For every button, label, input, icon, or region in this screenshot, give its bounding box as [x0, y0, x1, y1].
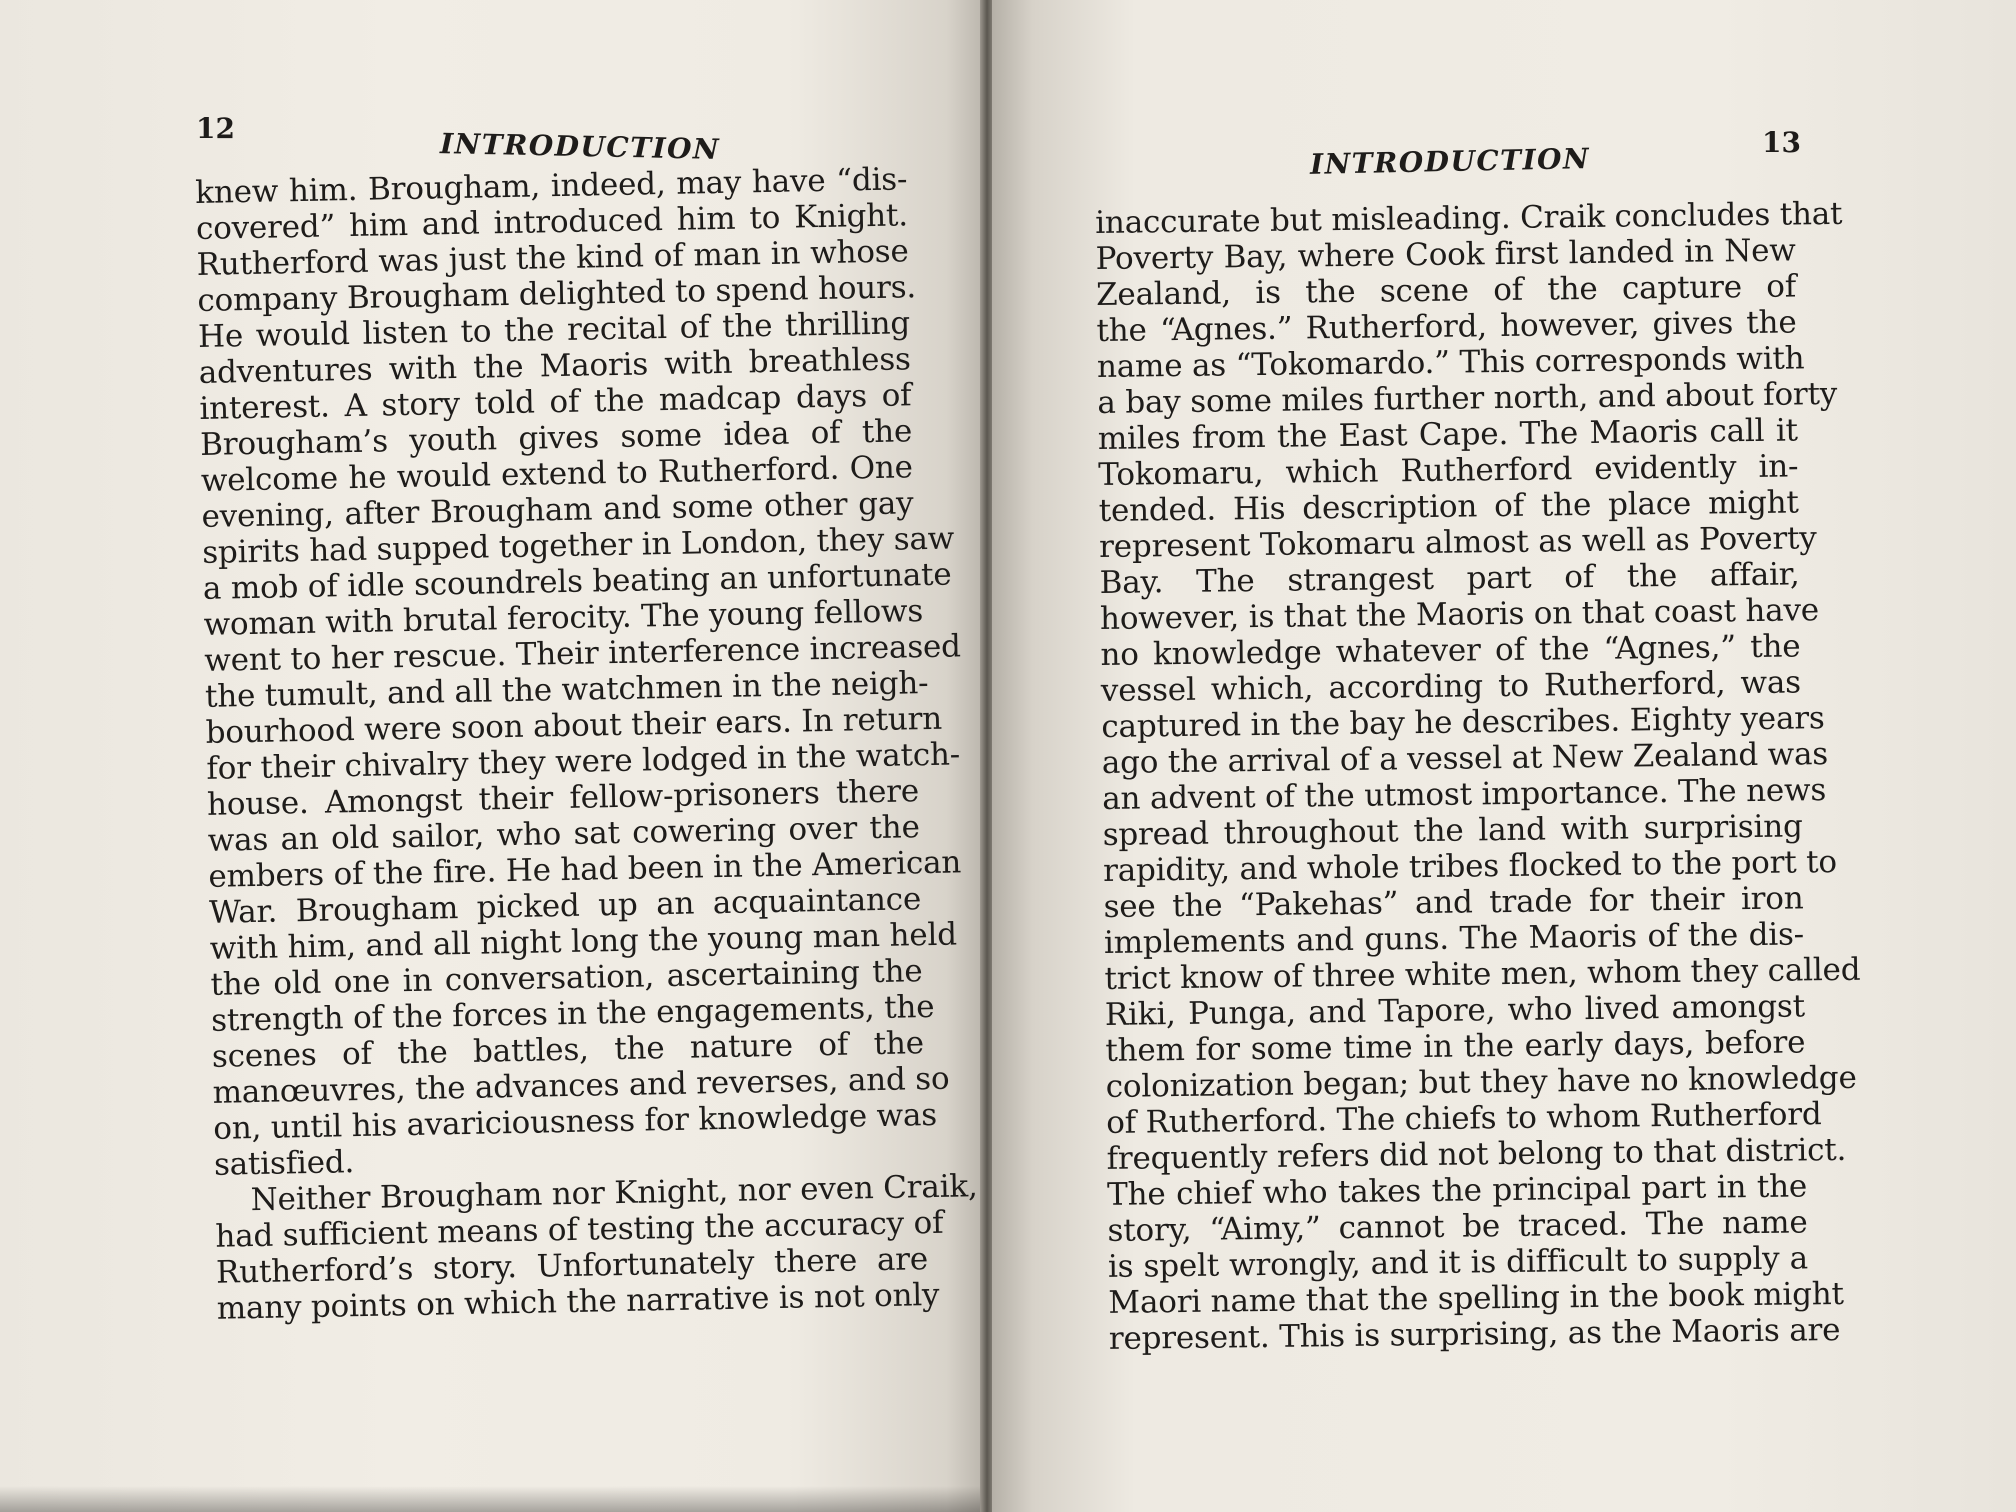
- text-line: embers of the fire. He had been in the American: [208, 844, 962, 895]
- text-line: Poverty Bay, where Cook first landed in New: [1095, 232, 1796, 277]
- text-line: was an old sailor, who sat cowering over the: [207, 809, 920, 859]
- text-line: the “Agnes.” Rutherford, however, gives the: [1096, 304, 1797, 349]
- text-line: the tumult, and all the watchmen in the neigh-: [204, 665, 929, 715]
- text-line: inaccurate but misleading. Craik concludes that: [1095, 195, 1843, 241]
- text-line: on, until his avariciousness for knowledge was: [212, 1096, 938, 1147]
- text-line: adventures with the Maoris with breathless: [198, 341, 912, 391]
- text-line: no knowledge whatever of the “Agnes,” the: [1100, 628, 1801, 673]
- text-line: company Brougham delighted to spend hours.: [197, 269, 917, 319]
- text-line: Maori name that the spelling in the book might: [1108, 1275, 1844, 1321]
- text-line: manœuvres, the advances and reverses, and so: [212, 1060, 950, 1111]
- text-line: evening, after Brougham and some other gay: [201, 485, 914, 535]
- text-line: vessel which, according to Rutherford, was: [1100, 664, 1802, 709]
- text-line: miles from the East Cape. The Maoris call it: [1097, 412, 1799, 457]
- text-line: Brougham’s youth gives some idea of the: [199, 413, 913, 463]
- text-line: strength of the forces in the engagements, the: [210, 988, 935, 1039]
- text-line: satisfied.: [213, 1144, 355, 1183]
- text-line: implements and guns. The Maoris of the dis-: [1103, 916, 1805, 961]
- running-head-right: INTRODUCTION: [1309, 142, 1591, 181]
- text-line: bourhood were soon about their ears. In return: [205, 700, 943, 751]
- text-line: Riki, Punga, and Tapore, who lived amongst: [1104, 988, 1806, 1033]
- text-line: went to her rescue. Their interference increased: [203, 628, 962, 679]
- text-line: house. Amongst their fellow-prisoners there: [206, 773, 920, 823]
- text-line: ago the arrival of a vessel at New Zealand was: [1101, 736, 1829, 781]
- text-line: spread throughout the land with surprising: [1102, 808, 1803, 853]
- text-line: scenes of the battles, the nature of the: [211, 1025, 925, 1075]
- text-line: a mob of idle scoundrels beating an unfortunate: [202, 556, 952, 607]
- left-page-body: [195, 161, 978, 1327]
- text-line: War. Brougham picked up an acquaintance: [208, 881, 922, 931]
- text-line: had sufficient means of testing the accuracy of: [215, 1204, 944, 1255]
- text-line: covered” him and introduced him to Knight.: [195, 197, 909, 247]
- text-line: of Rutherford. The chiefs to whom Rutherford: [1105, 1096, 1822, 1141]
- text-line: spirits had supped together in London, they saw: [201, 520, 955, 571]
- right-page-body: [1095, 195, 1861, 1357]
- page-number-right: 13: [1762, 126, 1801, 159]
- text-line: Zealand, is the scene of the capture of: [1095, 268, 1797, 313]
- text-line: rapidity, and whole tribes flocked to the port to: [1102, 843, 1838, 889]
- left-page: [0, 0, 986, 1512]
- text-line: for their chivalry they were lodged in the watch-: [206, 736, 961, 787]
- text-line: the old one in conversation, ascertaining the: [210, 953, 923, 1003]
- text-line: represent. This is surprising, as the Maoris are: [1108, 1311, 1841, 1357]
- text-line: them for some time in the early days, before: [1105, 1024, 1806, 1069]
- text-line: represent Tokomaru almost as well as Poverty: [1098, 520, 1817, 565]
- text-line: He would listen to the recital of the thrilling: [197, 305, 911, 355]
- text-line: The chief who takes the principal part in the: [1106, 1168, 1808, 1213]
- running-head-left: INTRODUCTION: [439, 127, 721, 166]
- text-line: a bay some miles further north, and about forty: [1097, 375, 1838, 421]
- text-line: captured in the bay he describes. Eighty years: [1101, 700, 1825, 745]
- text-line: colonization began; but they have no knowledge: [1105, 1059, 1857, 1105]
- text-line: an advent of the utmost importance. The news: [1102, 772, 1827, 817]
- text-line: story, “Aimy,” cannot be traced. The name: [1107, 1204, 1808, 1249]
- text-line: tended. His description of the place might: [1098, 484, 1799, 529]
- text-line: woman with brutal ferocity. The young fellows: [203, 593, 924, 643]
- text-line: Bay. The strangest part of the affair,: [1099, 556, 1800, 601]
- text-line: with him, and all night long the young man held: [209, 916, 958, 967]
- text-line: trict know of three white men, whom they called: [1104, 951, 1861, 997]
- text-line: knew him. Brougham, indeed, may have “dis-: [195, 161, 908, 211]
- text-line: Rutherford’s story. Unfortunately there are: [215, 1241, 929, 1291]
- text-line: see the “Pakehas” and trade for their iron: [1103, 880, 1804, 925]
- text-line: Neither Brougham nor Knight, nor even Craik,: [250, 1168, 978, 1219]
- text-line: however, is that the Maoris on that coast have: [1099, 592, 1820, 637]
- text-line: welcome he would extend to Rutherford. One: [200, 449, 914, 499]
- text-line: interest. A story told of the madcap days of: [199, 377, 912, 427]
- text-line: frequently refers did not belong to that district.: [1106, 1131, 1847, 1177]
- text-line: Tokomaru, which Rutherford evidently in-: [1098, 448, 1799, 493]
- text-line: Rutherford was just the kind of man in whose: [196, 233, 909, 283]
- text-line: name as “Tokomardo.” This corresponds with: [1096, 340, 1805, 385]
- text-line: many points on which the narrative is not only: [216, 1276, 940, 1327]
- page-number-left: 12: [196, 112, 235, 145]
- text-line: is spelt wrongly, and it is difficult to supply a: [1107, 1240, 1809, 1285]
